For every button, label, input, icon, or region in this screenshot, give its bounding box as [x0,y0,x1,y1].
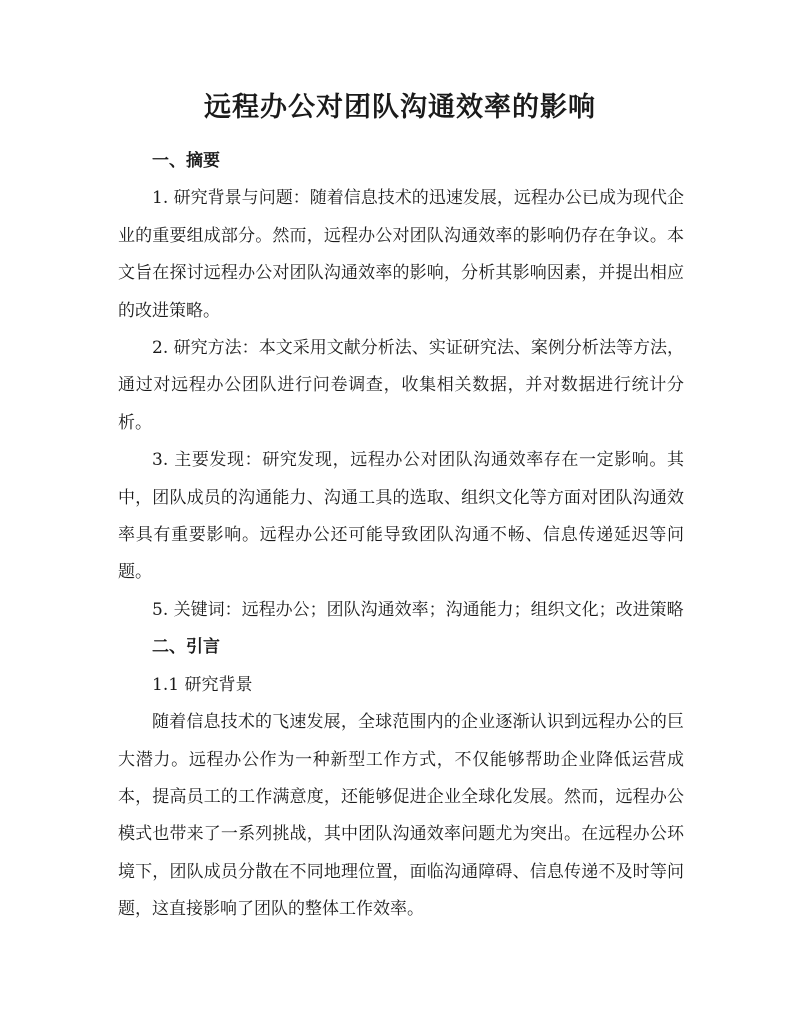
abstract-paragraph-method: 2. 研究方法：本文采用文献分析法、实证研究法、案例分析法等方法，通过对远程办公团队进行问卷调查，收集相关数据，并对数据进行统计分析。 [118,338,684,433]
subsection-heading-background: 1.1 研究背景 [152,674,253,695]
abstract-paragraph-background: 1. 研究背景与问题：随着信息技术的迅速发展，远程办公已成为现代企业的重要组成部分。然而，远程办公对团队沟通效率的影响仍存在争议。本文旨在探讨远程办公对团队沟通效率的影响，分析其影响因素，并提出相应的改进策略。 [118,188,684,321]
abstract-paragraph-keywords: 5. 关键词：远程办公；团队沟通效率；沟通能力；组织文化；改进策略 [152,599,684,620]
abstract-paragraph-findings: 3. 主要发现：研究发现，远程办公对团队沟通效率存在一定影响。其中，团队成员的沟通能力、沟通工具的选取、组织文化等方面对团队沟通效率具有重要影响。远程办公还可能导致团队沟通不畅、信息传递延迟等问题。 [118,450,684,583]
introduction-paragraph: 随着信息技术的飞速发展，全球范围内的企业逐渐认识到远程办公的巨大潜力。远程办公作为一种新型工作方式，不仅能够帮助企业降低运营成本，提高员工的工作满意度，还能够促进企业全球化发展。然而，远程办公模式也带来了一系列挑战，其中团队沟通效率问题尤为突出。在远程办公环境下，团队成员分散在不同地理位置，面临沟通障碍、信息传递不及时等问题，这直接影响了团队的整体工作效率。 [118,712,684,920]
document-body [118,143,684,929]
section-heading-abstract: 一、摘要 [152,151,220,171]
section-heading-introduction: 二、引言 [152,637,220,658]
document-title: 远程办公对团队沟通效率的影响 [204,92,596,123]
